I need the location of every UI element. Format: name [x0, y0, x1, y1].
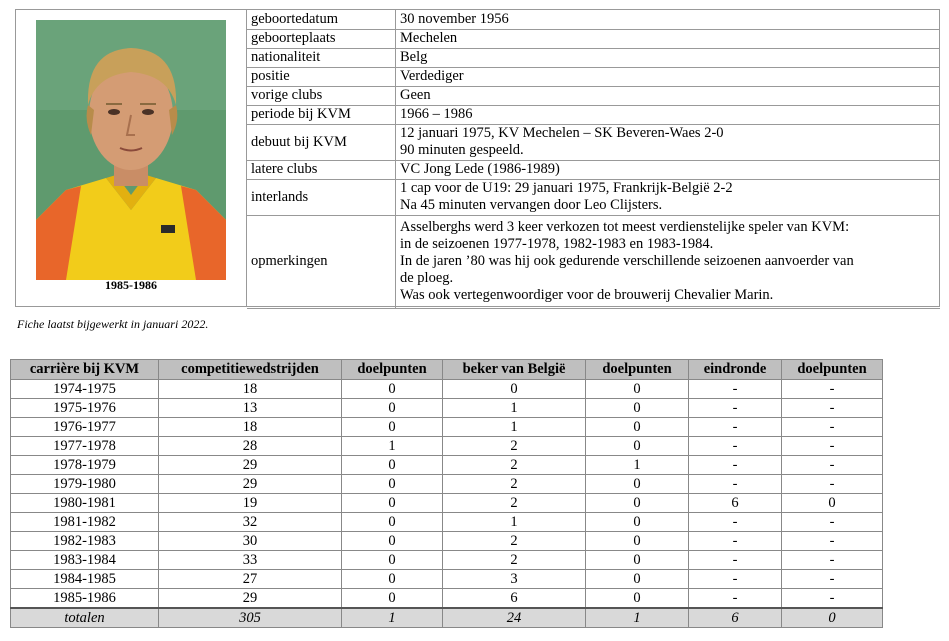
table-cell: 1982-1983: [11, 532, 159, 551]
info-row: [247, 48, 940, 67]
info-label: vorige clubs: [247, 86, 396, 105]
info-value-line: Belg: [400, 49, 428, 65]
table-cell: -: [782, 570, 883, 589]
table-cell: 1977-1978: [11, 437, 159, 456]
info-value-line: 30 november 1956: [400, 10, 509, 27]
table-cell: -: [689, 570, 782, 589]
totals-cell: 305: [159, 608, 342, 628]
table-cell: 18: [159, 418, 342, 437]
info-value: [396, 10, 941, 29]
info-value-line: Mechelen: [400, 30, 458, 46]
table-cell: -: [689, 589, 782, 609]
totals-cell: 6: [689, 608, 782, 628]
player-photo: [36, 20, 226, 280]
info-row: [247, 105, 940, 124]
table-cell: 2: [443, 532, 586, 551]
column-header: competitiewedstrijden: [159, 360, 342, 380]
info-value: [396, 48, 941, 67]
info-table: [247, 10, 940, 309]
table-cell: 0: [782, 494, 883, 513]
info-row: [247, 10, 940, 29]
table-cell: 2: [443, 456, 586, 475]
info-value-line: Verdediger: [400, 68, 464, 84]
info-value-line: Asselberghs werd 3 keer verkozen tot meest verdienstelijke speler van KVM:: [400, 219, 850, 235]
info-label: latere clubs: [247, 160, 396, 179]
table-cell: 0: [586, 380, 689, 399]
table-cell: -: [689, 418, 782, 437]
table-cell: 1979-1980: [11, 475, 159, 494]
table-cell: 0: [342, 551, 443, 570]
info-label: interlands: [247, 179, 396, 215]
info-value-line: de ploeg.: [400, 270, 454, 286]
table-cell: 18: [159, 380, 342, 399]
table-cell: 0: [586, 589, 689, 609]
table-cell: 33: [159, 551, 342, 570]
table-cell: 0: [586, 399, 689, 418]
table-cell: 0: [586, 532, 689, 551]
info-value: [396, 179, 941, 215]
table-cell: 1978-1979: [11, 456, 159, 475]
table-cell: -: [782, 589, 883, 609]
info-label: periode bij KVM: [247, 105, 396, 124]
table-cell: 29: [159, 475, 342, 494]
table-cell: 30: [159, 532, 342, 551]
table-cell: 1: [586, 456, 689, 475]
table-cell: -: [689, 513, 782, 532]
totals-cell: 0: [782, 608, 883, 628]
table-cell: 0: [586, 418, 689, 437]
table-row: [11, 589, 883, 609]
career-stats-table: [10, 359, 883, 628]
table-cell: 2: [443, 475, 586, 494]
table-cell: -: [782, 475, 883, 494]
table-cell: 0: [342, 380, 443, 399]
table-cell: -: [782, 513, 883, 532]
photo-cell: [16, 10, 247, 306]
table-cell: 0: [586, 475, 689, 494]
table-cell: -: [782, 532, 883, 551]
table-cell: 0: [342, 456, 443, 475]
table-cell: 2: [443, 494, 586, 513]
column-header: doelpunten: [342, 360, 443, 380]
table-cell: 29: [159, 456, 342, 475]
column-header: doelpunten: [586, 360, 689, 380]
info-value: [396, 67, 941, 86]
table-cell: 0: [342, 475, 443, 494]
info-value: [396, 160, 941, 179]
table-row: [11, 380, 883, 399]
table-cell: -: [782, 380, 883, 399]
column-header: eindronde: [689, 360, 782, 380]
info-value-line: 12 januari 1975, KV Mechelen – SK Beveren-Waes 2-0: [400, 125, 724, 141]
table-cell: 1: [342, 437, 443, 456]
info-value-line: 1 cap voor de U19: 29 januari 1975, Frankrijk-België 2-2: [400, 180, 733, 196]
table-row: [11, 475, 883, 494]
table-cell: 1983-1984: [11, 551, 159, 570]
info-value: [396, 86, 941, 105]
table-cell: -: [689, 551, 782, 570]
update-note: Fiche laatst bijgewerkt in januari 2022.: [17, 317, 209, 331]
table-cell: -: [782, 399, 883, 418]
table-row: [11, 399, 883, 418]
table-cell: -: [689, 532, 782, 551]
table-cell: 1976-1977: [11, 418, 159, 437]
table-cell: 0: [342, 570, 443, 589]
info-value-line: in de seizoenen 1977-1978, 1982-1983 en 1983-1984.: [400, 236, 714, 252]
table-cell: 0: [586, 551, 689, 570]
table-row: [11, 551, 883, 570]
info-row: [247, 29, 940, 48]
table-cell: 19: [159, 494, 342, 513]
player-profile: [15, 9, 940, 307]
table-row: [11, 456, 883, 475]
info-value-line: 90 minuten gespeeld.: [400, 142, 524, 158]
info-row: [247, 124, 940, 160]
table-cell: 0: [443, 380, 586, 399]
table-cell: 0: [342, 399, 443, 418]
info-label: nationaliteit: [247, 48, 396, 67]
info-value: [396, 29, 941, 48]
table-cell: 1981-1982: [11, 513, 159, 532]
info-value-line: Na 45 minuten vervangen door Leo Clijsters.: [400, 197, 663, 213]
table-row: [11, 513, 883, 532]
table-cell: 1: [443, 418, 586, 437]
table-cell: 1985-1986: [11, 589, 159, 609]
table-cell: -: [782, 418, 883, 437]
info-label: debuut bij KVM: [247, 124, 396, 160]
table-cell: -: [689, 456, 782, 475]
table-cell: -: [689, 380, 782, 399]
totals-row: [11, 608, 883, 628]
table-cell: 0: [342, 513, 443, 532]
table-cell: 0: [342, 532, 443, 551]
info-label: positie: [247, 67, 396, 86]
info-value-line: Was ook vertegenwoordiger voor de brouwerij Chevalier Marin.: [400, 287, 774, 303]
photo-caption: 1985-1986: [105, 278, 157, 292]
table-cell: 0: [342, 589, 443, 609]
table-cell: -: [689, 399, 782, 418]
table-cell: -: [782, 456, 883, 475]
info-value-line: Geen: [400, 87, 431, 103]
info-label: opmerkingen: [247, 215, 396, 308]
table-cell: -: [689, 475, 782, 494]
table-cell: 3: [443, 570, 586, 589]
info-value-line: VC Jong Lede (1986-1989): [400, 161, 560, 177]
table-cell: 1980-1981: [11, 494, 159, 513]
info-row: [247, 160, 940, 179]
info-value-line: 1966 – 1986: [400, 106, 473, 122]
totals-cell: 1: [342, 608, 443, 628]
table-cell: 0: [586, 570, 689, 589]
totals-cell: totalen: [11, 608, 159, 628]
table-cell: 2: [443, 437, 586, 456]
info-row: [247, 179, 940, 215]
table-cell: -: [782, 437, 883, 456]
table-cell: -: [782, 551, 883, 570]
table-row: [11, 437, 883, 456]
info-value: [396, 105, 941, 124]
totals-cell: 24: [443, 608, 586, 628]
info-label: geboorteplaats: [247, 29, 396, 48]
table-cell: 1: [443, 399, 586, 418]
info-row: [247, 86, 940, 105]
info-value: [396, 215, 941, 308]
info-row: [247, 215, 940, 308]
table-cell: 2: [443, 551, 586, 570]
table-row: [11, 532, 883, 551]
column-header: carrière bij KVM: [11, 360, 159, 380]
info-value-line: In de jaren ’80 was hij ook gedurende verschillende seizoenen aanvoerder van: [400, 253, 854, 269]
table-cell: 27: [159, 570, 342, 589]
table-cell: 1974-1975: [11, 380, 159, 399]
header-row: [11, 360, 883, 380]
table-cell: 0: [342, 418, 443, 437]
table-row: [11, 494, 883, 513]
table-cell: 0: [586, 513, 689, 532]
table-cell: 32: [159, 513, 342, 532]
info-value: [396, 124, 941, 160]
info-label: geboortedatum: [247, 10, 396, 29]
table-cell: 1: [443, 513, 586, 532]
table-cell: 0: [342, 494, 443, 513]
table-cell: 29: [159, 589, 342, 609]
table-cell: 6: [689, 494, 782, 513]
column-header: beker van België: [443, 360, 586, 380]
info-row: [247, 67, 940, 86]
table-cell: 6: [443, 589, 586, 609]
table-cell: 28: [159, 437, 342, 456]
table-cell: 0: [586, 437, 689, 456]
table-cell: 13: [159, 399, 342, 418]
table-cell: 0: [586, 494, 689, 513]
table-row: [11, 418, 883, 437]
table-cell: -: [689, 437, 782, 456]
table-row: [11, 570, 883, 589]
table-cell: 1984-1985: [11, 570, 159, 589]
column-header: doelpunten: [782, 360, 883, 380]
totals-cell: 1: [586, 608, 689, 628]
table-cell: 1975-1976: [11, 399, 159, 418]
